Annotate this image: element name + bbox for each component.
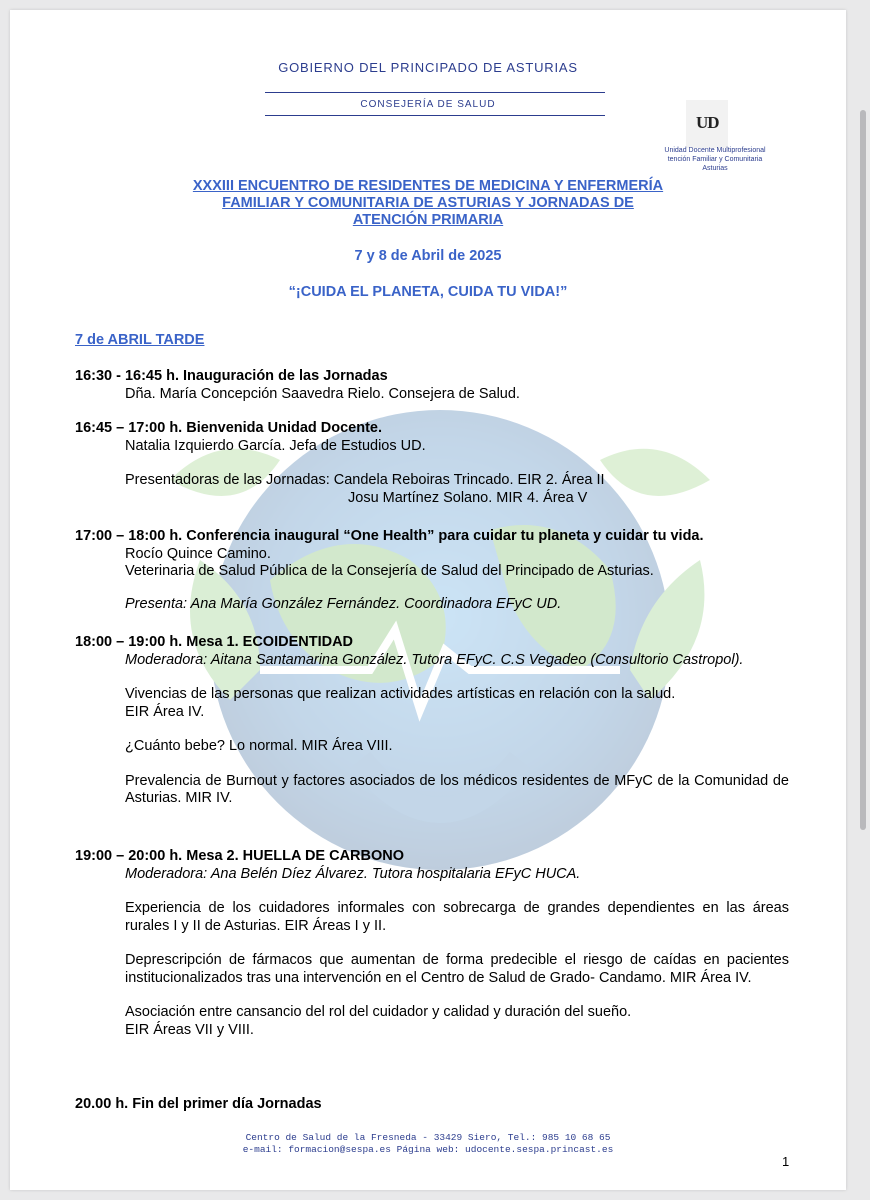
day-end: 20.00 h. Fin del primer día Jornadas [75, 1096, 322, 1112]
session-time: 16:45 – 17:00 h. Bienvenida Unidad Docente. [75, 420, 383, 436]
event-dates: 7 y 8 de Abril de 2025 [354, 248, 502, 264]
talk-2: Deprescripción de fármacos que aumentan de forma predecible el riesgo de caídas en pacientes institucionalizados tras una intervención en el Centro de Salud de Grado- Candamo. MIR Área IV. [125, 952, 789, 986]
session-time: 19:00 – 20:00 h. Mesa 2. HUELLA DE CARBONO [75, 848, 405, 864]
session-mesa-2 [75, 848, 789, 1039]
talk-3-author: EIR Áreas VII y VIII. [125, 1021, 254, 1038]
session-time: 17:00 – 18:00 h. Conferencia inaugural “One Health” para cuidar tu planeta y cuidar tu vida. [75, 528, 704, 544]
session-speaker-role: Veterinaria de Salud Pública de la Consejería de Salud del Principado de Asturias. [125, 563, 654, 579]
session-presenters: Presentadoras de las Jornadas: Candela Reboiras Trincado. EIR 2. Área II [125, 472, 605, 488]
session-presenter: Presenta: Ana María González Fernández. Coordinadora EFyC UD. [125, 595, 562, 612]
event-title-line-3: ATENCIÓN PRIMARIA [352, 212, 504, 228]
session-time: 18:00 – 19:00 h. Mesa 1. ECOIDENTIDAD [75, 634, 354, 650]
footer-contact: e-mail: formacion@sespa.es Página web: udocente.sespa.princast.es [242, 1144, 614, 1155]
department-name: CONSEJERÍA DE SALUD [360, 99, 496, 110]
ud-logo-caption: Unidad Docente Multiprofesional tención Familiar y Comunitaria Asturias [664, 147, 766, 172]
session-time: 16:30 - 16:45 h. Inauguración de las Jornadas [75, 368, 388, 384]
session-moderator: Moderadora: Aitana Santamarina González. Tutora EFyC. C.S Vegadeo (Consultorio Castropol). [125, 651, 744, 668]
session-inauguration [75, 368, 789, 403]
page-number: 1 [782, 1154, 790, 1169]
session-mesa-1 [75, 634, 789, 808]
talk-1-author: EIR Área IV. [125, 703, 205, 720]
talk-3: Prevalencia de Burnout y factores asociados de los médicos residentes de MFyC de la Comunidad de Asturias. MIR IV. [125, 772, 789, 806]
day-heading: 7 de ABRIL TARDE [75, 332, 205, 348]
session-speaker: Dña. María Concepción Saavedra Rielo. Consejera de Salud. [125, 385, 520, 402]
vertical-scrollbar[interactable] [860, 110, 866, 830]
event-motto: “¡CUIDA EL PLANETA, CUIDA TU VIDA!” [288, 284, 568, 300]
talk-3: Asociación entre cansancio del rol del cuidador y calidad y duración del sueño. [125, 1004, 632, 1020]
page-footer [10, 1132, 846, 1156]
session-welcome [75, 420, 789, 507]
footer-address: Centro de Salud de la Fresneda - 33429 Siero, Tel.: 985 10 68 65 [245, 1132, 611, 1143]
ud-logo-letters: UD [696, 113, 719, 132]
talk-1: Experiencia de los cuidadores informales con sobrecarga de grandes dependientes en las áreas rurales I y II de Asturias. EIR Áreas I y II. [125, 900, 789, 934]
session-moderator: Moderadora: Ana Belén Díez Álvarez. Tutora hospitalaria EFyC HUCA. [125, 865, 581, 882]
header-divider-top [265, 92, 605, 93]
government-title: GOBIERNO DEL PRINCIPADO DE ASTURIAS [278, 60, 578, 75]
event-title-line-2: FAMILIAR Y COMUNITARIA DE ASTURIAS Y JORNADAS DE [222, 195, 634, 211]
header-divider-bottom [265, 115, 605, 116]
session-conference [75, 528, 789, 613]
event-title-line-1: XXXIII ENCUENTRO DE RESIDENTES DE MEDICINA Y ENFERMERÍA [192, 178, 664, 194]
session-presenter-2: Josu Martínez Solano. MIR 4. Área V [348, 489, 588, 506]
session-speaker: Natalia Izquierdo García. Jefa de Estudios UD. [125, 437, 426, 454]
talk-1: Vivencias de las personas que realizan actividades artísticas en relación con la salud. [125, 686, 676, 702]
talk-2: ¿Cuánto bebe? Lo normal. MIR Área VIII. [125, 738, 393, 754]
document-page [10, 10, 846, 1190]
session-speaker: Rocío Quince Camino. [125, 545, 271, 562]
